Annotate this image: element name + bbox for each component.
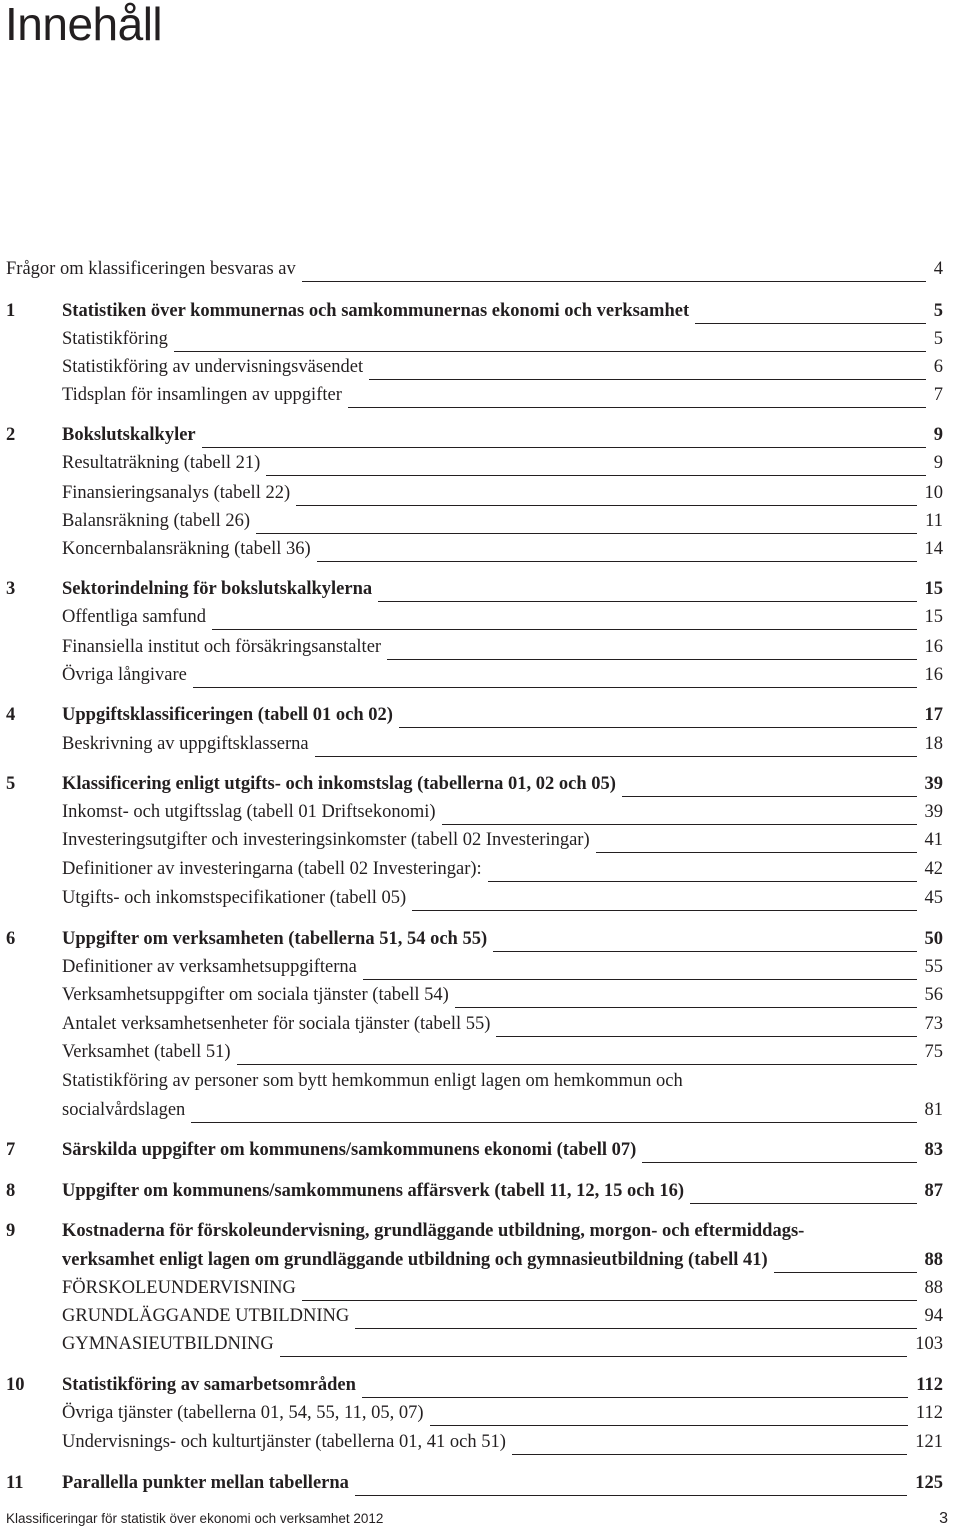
toc-entry-title: Utgifts- och inkomstspecifikationer (tabell 05) [62, 888, 407, 908]
toc-entry[interactable] [0, 798, 960, 826]
toc-leader-line [642, 1136, 917, 1163]
toc-entry-title: Statistikföring av samarbetsområden [62, 1375, 356, 1395]
toc-entry-number: 1 [6, 301, 16, 321]
toc-entry-page: 88 [924, 1278, 943, 1298]
toc-entry[interactable] [0, 633, 960, 661]
toc-entry[interactable] [0, 1067, 960, 1095]
toc-leader-line [202, 421, 926, 448]
toc-entry-number: 5 [6, 774, 16, 794]
toc-entry-title: Statistikföring av undervisningsväsendet [62, 357, 364, 377]
footer-text: Klassificeringar för statistik över ekonomi och verksamhet 2012 [6, 1511, 384, 1526]
toc-leader-line [363, 953, 917, 980]
toc-entry-title: Verksamhetsuppgifter om sociala tjänster (tabell 54) [62, 985, 449, 1005]
toc-entry-page: 14 [924, 539, 943, 559]
toc-leader-line [193, 661, 917, 688]
toc-entry-number: 11 [6, 1473, 24, 1493]
toc-entry-title: Balansräkning (tabell 26) [62, 511, 251, 531]
toc-entry-title: Koncernbalansräkning (tabell 36) [62, 539, 311, 559]
toc-entry[interactable] [0, 255, 960, 283]
toc-entry-page: 16 [924, 665, 943, 685]
toc-entry[interactable] [0, 449, 960, 477]
toc-entry-number: 6 [6, 929, 16, 949]
toc-leader-line [512, 1428, 907, 1455]
toc-leader-line [493, 925, 917, 952]
toc-entry-page: 73 [924, 1014, 943, 1034]
toc-entry[interactable] [0, 855, 960, 883]
toc-leader-line [412, 884, 917, 911]
toc-leader-line [280, 1330, 907, 1357]
toc-entry-title: socialvårdslagen [62, 1100, 186, 1120]
toc-entry-page: 39 [924, 774, 943, 794]
toc-entry-page: 5 [933, 329, 943, 349]
toc-entry-title: FÖRSKOLEUNDERVISNING [62, 1278, 296, 1298]
toc-entry[interactable] [0, 507, 960, 535]
toc-entry-page: 87 [924, 1181, 943, 1201]
toc-entry[interactable] [0, 1010, 960, 1038]
toc-leader-line [387, 633, 917, 660]
toc-entry-page: 75 [924, 1042, 943, 1062]
toc-entry-page: 18 [924, 734, 943, 754]
toc-entry[interactable] [0, 1469, 960, 1497]
toc-entry[interactable] [0, 297, 960, 325]
toc-leader-line [266, 449, 926, 476]
toc-leader-line [302, 1274, 917, 1301]
toc-entry-page: 7 [933, 385, 943, 405]
toc-entry-page: 50 [924, 929, 943, 949]
toc-entry-title: Antalet verksamhetsenheter för sociala tjänster (tabell 55) [62, 1014, 491, 1034]
toc-entry-page: 6 [933, 357, 943, 377]
toc-entry-number: 7 [6, 1140, 16, 1160]
toc-entry-number: 8 [6, 1181, 16, 1201]
toc-entry-page: 39 [924, 802, 943, 822]
toc-leader-line [317, 535, 917, 562]
toc-leader-line [174, 325, 926, 352]
toc-entry-title: Finansiella institut och försäkringsanstalter [62, 637, 382, 657]
toc-leader-line [256, 507, 917, 534]
toc-entry-title: Bokslutskalkyler [62, 425, 196, 445]
toc-leader-line [315, 730, 917, 757]
toc-entry[interactable] [0, 479, 960, 507]
toc-entry[interactable] [0, 1330, 960, 1358]
toc-entry-page: 112 [915, 1403, 943, 1423]
toc-entry[interactable] [0, 953, 960, 981]
toc-entry[interactable] [0, 1302, 960, 1330]
toc-leader-line [430, 1399, 908, 1426]
toc-entry-page: 55 [924, 957, 943, 977]
toc-entry-title: Investeringsutgifter och investeringsinkomster (tabell 02 Investeringar) [62, 830, 590, 850]
toc-entry[interactable] [0, 981, 960, 1009]
toc-entry-page: 41 [924, 830, 943, 850]
toc-entry[interactable] [0, 1399, 960, 1427]
toc-entry[interactable] [0, 325, 960, 353]
toc-leader-line [355, 1302, 917, 1329]
toc-entry[interactable] [0, 1428, 960, 1456]
toc-entry-title: Statistikföring [62, 329, 168, 349]
toc-entry[interactable] [0, 353, 960, 381]
toc-entry-page: 16 [924, 637, 943, 657]
toc-entry-page: 125 [915, 1473, 943, 1493]
toc-entry-number: 2 [6, 425, 16, 445]
toc-entry[interactable] [0, 535, 960, 563]
toc-entry[interactable] [0, 421, 960, 449]
toc-entry[interactable] [0, 381, 960, 409]
toc-entry-page: 103 [915, 1334, 943, 1354]
toc-entry[interactable] [0, 826, 960, 854]
toc-leader-line [442, 798, 917, 825]
toc-entry[interactable] [0, 1217, 960, 1245]
toc-entry-title: Uppgifter om verksamheten (tabellerna 51, 54 och 55) [62, 929, 488, 949]
toc-entry[interactable] [0, 1274, 960, 1302]
toc-leader-line [496, 1010, 917, 1037]
toc-entry-page: 17 [924, 705, 943, 725]
toc-entry-title: Beskrivning av uppgiftsklasserna [62, 734, 309, 754]
toc-entry-number: 3 [6, 579, 16, 599]
toc-entry-title: Särskilda uppgifter om kommunens/samkommunens ekonomi (tabell 07) [62, 1140, 637, 1160]
toc-entry-title: Kostnaderna för förskoleundervisning, grundläggande utbildning, morgon- och eftermiddags- [62, 1221, 805, 1241]
toc-entry-title: Definitioner av verksamhetsuppgifterna [62, 957, 357, 977]
toc-entry[interactable] [0, 884, 960, 912]
toc-entry-page: 11 [925, 511, 943, 531]
toc-leader-line [296, 479, 917, 506]
toc-leader-line [191, 1096, 917, 1123]
toc-entry[interactable] [0, 1246, 960, 1274]
toc-entry-number: 10 [6, 1375, 25, 1395]
toc-entry-title: Frågor om klassificeringen besvaras av [6, 259, 296, 279]
toc-leader-line [378, 575, 917, 602]
toc-entry-page: 42 [924, 859, 943, 879]
toc-leader-line [237, 1038, 917, 1065]
toc-leader-line [488, 855, 917, 882]
toc-entry-title: Övriga tjänster (tabellerna 01, 54, 55, 11, 05, 07) [62, 1403, 424, 1423]
toc-entry-title: Tidsplan för insamlingen av uppgifter [62, 385, 342, 405]
toc-entry-page: 81 [924, 1100, 943, 1120]
toc-entry-title: Uppgifter om kommunens/samkommunens affärsverk (tabell 11, 12, 15 och 16) [62, 1181, 684, 1201]
toc-entry-title: Sektorindelning för bokslutskalkylerna [62, 579, 373, 599]
toc-entry-title: Verksamhet (tabell 51) [62, 1042, 231, 1062]
toc-entry-title: Klassificering enligt utgifts- och inkomstslag (tabellerna 01, 02 och 05) [62, 774, 616, 794]
toc-entry-title: GRUNDLÄGGANDE UTBILDNING [62, 1306, 350, 1326]
toc-entry-page: 10 [924, 483, 943, 503]
toc-entry-number: 9 [6, 1221, 16, 1241]
toc-entry-page: 83 [924, 1140, 943, 1160]
toc-entry[interactable] [0, 1038, 960, 1066]
toc-entry-page: 112 [916, 1375, 943, 1395]
toc-entry-page: 9 [933, 425, 943, 445]
toc-entry-title: Parallella punkter mellan tabellerna [62, 1473, 349, 1493]
toc-entry-title: Statistiken över kommunernas och samkommunernas ekonomi och verksamhet [62, 301, 690, 321]
toc-entry-title: Offentliga samfund [62, 607, 207, 627]
toc-entry-title: Inkomst- och utgiftsslag (tabell 01 Driftsekonomi) [62, 802, 436, 822]
toc-entry-number: 4 [6, 705, 16, 725]
toc-entry-page: 9 [933, 453, 943, 473]
toc-entry[interactable] [0, 661, 960, 689]
toc-leader-line [622, 770, 917, 797]
toc-entry-page: 15 [924, 607, 943, 627]
toc-leader-line [399, 701, 917, 728]
toc-leader-line [690, 1177, 917, 1204]
toc-leader-line [596, 826, 917, 853]
toc-entry-page: 45 [924, 888, 943, 908]
toc-entry-page: 15 [924, 579, 943, 599]
toc-leader-line [369, 353, 926, 380]
toc-leader-line [348, 381, 926, 408]
toc-entry-title: Övriga långivare [62, 665, 187, 685]
toc-entry-title: Finansieringsanalys (tabell 22) [62, 483, 291, 503]
toc-entry-title: Definitioner av investeringarna (tabell 02 Investeringar): [62, 859, 482, 879]
toc-leader-line [774, 1246, 917, 1273]
toc-entry[interactable] [0, 925, 960, 953]
toc-entry[interactable] [0, 1177, 960, 1205]
toc-leader-line [212, 603, 917, 630]
toc-leader-line [302, 255, 926, 282]
toc-entry-title: GYMNASIEUTBILDNING [62, 1334, 274, 1354]
toc-entry-page: 88 [924, 1250, 943, 1270]
toc-entry[interactable] [0, 1371, 960, 1399]
toc-entry-title: verksamhet enligt lagen om grundläggande utbildning och gymnasieutbildning (tabell 41) [62, 1250, 768, 1270]
toc-entry[interactable] [0, 575, 960, 603]
toc-leader-line [362, 1371, 908, 1398]
toc-leader-line [695, 297, 926, 324]
toc-entry-page: 94 [924, 1306, 943, 1326]
toc-entry[interactable] [0, 1096, 960, 1124]
toc-entry[interactable] [0, 603, 960, 631]
toc-entry[interactable] [0, 770, 960, 798]
toc-entry[interactable] [0, 701, 960, 729]
toc-entry-title: Undervisnings- och kulturtjänster (tabellerna 01, 41 och 51) [62, 1432, 506, 1452]
toc-entry-title: Resultaträkning (tabell 21) [62, 453, 261, 473]
footer-page-number: 3 [939, 1510, 948, 1527]
toc-entry-title: Uppgiftsklassificeringen (tabell 01 och 02) [62, 705, 393, 725]
toc-entry-page: 56 [924, 985, 943, 1005]
toc-entry[interactable] [0, 1136, 960, 1164]
toc-entry[interactable] [0, 730, 960, 758]
toc-entry-title: Statistikföring av personer som bytt hemkommun enligt lagen om hemkommun och [62, 1071, 683, 1091]
toc-leader-line [455, 981, 917, 1008]
page-title: Innehåll [5, 0, 163, 50]
toc-entry-page: 5 [933, 301, 943, 321]
toc-leader-line [355, 1469, 907, 1496]
toc-entry-page: 121 [915, 1432, 943, 1452]
toc-entry-page: 4 [933, 259, 943, 279]
